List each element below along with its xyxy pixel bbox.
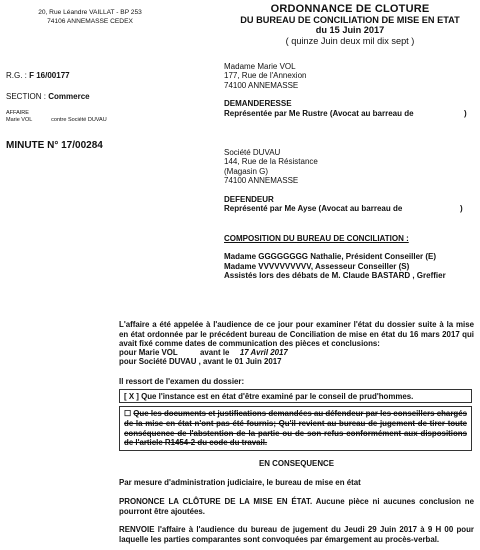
- composition-block: [224, 234, 474, 281]
- court-address-line1: 20, Rue Léandre VAILLAT - BP 253: [38, 9, 142, 16]
- defendeur-street: 144, Rue de la Résistance: [224, 157, 318, 167]
- checkbox-option-2: [119, 406, 472, 451]
- affaire-label: AFFAIRE: [6, 110, 29, 116]
- defendeur-name: Société DUVAU: [224, 148, 281, 157]
- demanderesse-role: DEMANDERESSE: [224, 99, 292, 109]
- affaire-contre: contre Société DUVAU: [51, 116, 107, 123]
- checkbox-option-2-text: Que les documents et justifications demandées au défendeur par les conseillers chargés de la mise en état n'ont pas été fournis; Qu'il revient au bureau de jugement de tirer toute conséquence de l'abstention de la partie ou de son refus conformément aux dispositions de l'article R1454-2 du code du travail.: [124, 409, 467, 448]
- document-date-words: ( quinze Juin deux mil dix sept ): [285, 35, 415, 46]
- demanderesse-city: 74100 ANNEMASSE: [224, 80, 299, 90]
- section-line: [6, 92, 90, 102]
- document-subtitle: DU BUREAU DE CONCILIATION DE MISE EN ETAT: [240, 14, 460, 25]
- consequence-heading: EN CONSEQUENCE: [259, 459, 334, 468]
- pour-line-1: pour Marie VOL avant le 17 Avril 2017: [119, 348, 288, 357]
- defendeur-role: DEFENDEUR: [224, 194, 274, 204]
- section-label: SECTION :: [6, 92, 47, 101]
- document-title: ORDONNANCE DE CLOTURE: [270, 3, 430, 15]
- composition-member2: Madame VVVVVVVVVV, Assesseur Conseiller (S): [224, 261, 410, 271]
- pour-date-1: 17 Avril 2017: [239, 348, 288, 357]
- document-date: du 15 Juin 2017: [315, 25, 385, 35]
- minute-number: MINUTE N° 17/00284: [6, 140, 103, 151]
- examen-line: Il ressort de l'examen du dossier:: [119, 377, 245, 386]
- rg-label: R.G. :: [6, 71, 27, 80]
- composition-member1: Madame GGGGGGGG Nathalie, Président Conseiller (E): [224, 252, 437, 262]
- defendeur-city: 74100 ANNEMASSE: [224, 176, 299, 186]
- cloture-paragraph: PRONONCE LA CLÔTURE DE LA MISE EN ÉTAT. Aucune pièce ni aucunes conclusion ne pourront être ajoutées.: [119, 497, 474, 516]
- court-address-line2: 74106 ANNEMASSE CEDEX: [47, 18, 133, 25]
- demanderesse-representation: Représentée par Me Rustre (Avocat au barreau de ): [224, 108, 467, 118]
- demanderesse-name: Madame Marie VOL: [224, 62, 296, 71]
- mesure-line: Par mesure d'administration judiciaire, le bureau de mise en état: [119, 478, 361, 487]
- demanderesse-block: [224, 62, 474, 118]
- empty-checkbox-icon: ☐: [124, 409, 132, 418]
- affaire-parties: [6, 117, 107, 124]
- demanderesse-street: 177, Rue de l'Annexion: [224, 71, 307, 81]
- composition-heading: COMPOSITION DU BUREAU DE CONCILIATION :: [224, 234, 409, 243]
- affaire-party1: Marie VOL: [6, 116, 33, 123]
- checkbox-option-1: [ X ] Que l'instance est en état d'être examiné par le conseil de prud'hommes.: [119, 389, 472, 403]
- defendeur-extra: (Magasin G): [224, 166, 269, 176]
- section-value: Commerce: [48, 92, 90, 101]
- intro-paragraph: L'affaire a été appelée à l'audience de ce jour pour examiner l'état du dossier suite à la mise en état ordonnée par le précédent bureau de Conciliation de mise en état du 16 mars 2017 qui avait fixé comme dates de communication des pièces et conclusions:: [119, 320, 474, 349]
- composition-member3: Assistés lors des débats de M. Claude BASTARD , Greffier: [224, 271, 446, 281]
- defendeur-block: [224, 148, 474, 213]
- rg-line: [6, 71, 70, 81]
- affaire-block: [6, 110, 107, 123]
- rg-value: F 16/00177: [29, 71, 70, 80]
- defendeur-representation: Représenté par Me Ayse (Avocat au barreau de ): [224, 204, 463, 214]
- renvoie-paragraph: RENVOIE l'affaire à l'audience du bureau de jugement du Jeudi 29 Juin 2017 à 9 H 00 pour laquelle les parties comparantes sont convoquées par émargement au procès-verbal.: [119, 525, 474, 544]
- pour-line-2: pour Société DUVAU , avant le 01 Juin 2017: [119, 357, 282, 366]
- document-title-block: [225, 4, 475, 46]
- court-address: [20, 8, 160, 26]
